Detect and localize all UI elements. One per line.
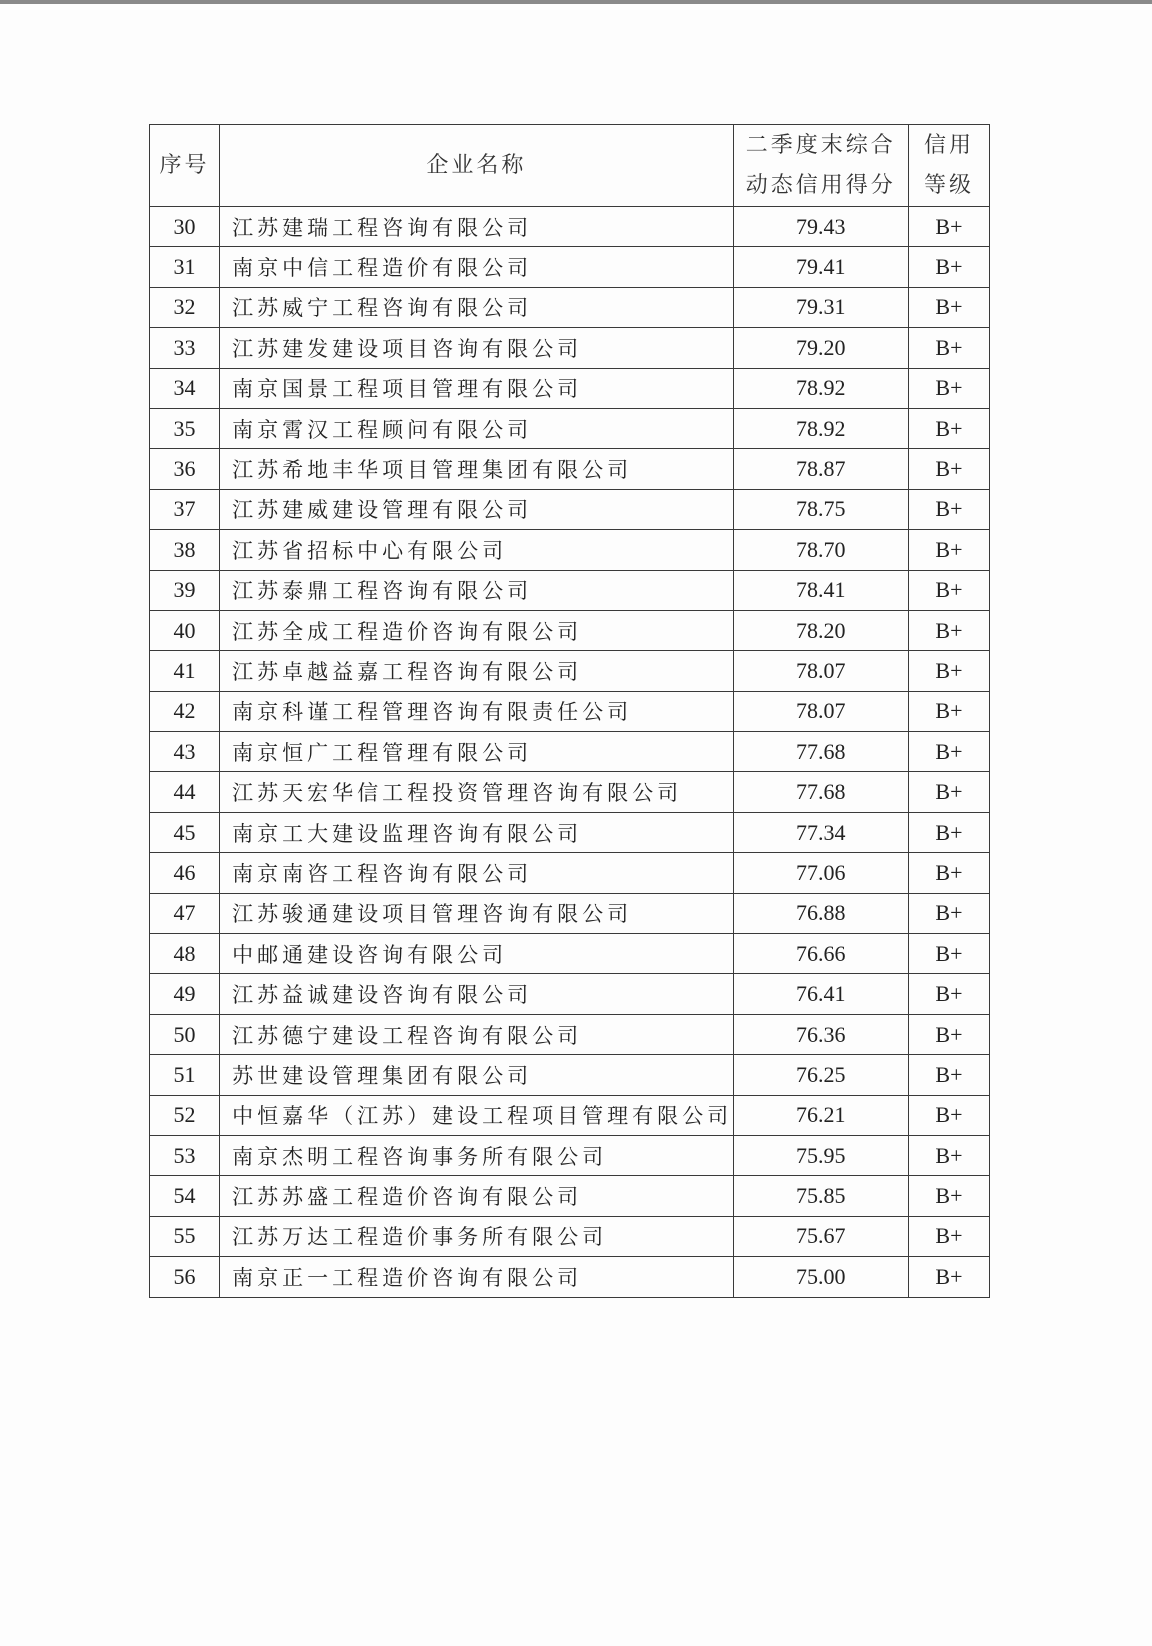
score-cell: 75.95	[733, 1135, 908, 1175]
table-row	[150, 287, 990, 327]
score-cell: 78.20	[733, 610, 908, 650]
grade-cell: B+	[908, 368, 989, 408]
seq-cell: 32	[150, 287, 220, 327]
document-page	[0, 4, 1152, 1646]
company-name-cell: 南京杰明工程咨询事务所有限公司	[220, 1135, 734, 1175]
grade-cell: B+	[908, 1257, 989, 1297]
score-cell: 78.41	[733, 570, 908, 610]
company-name-cell: 江苏泰鼎工程咨询有限公司	[220, 570, 734, 610]
score-cell: 76.21	[733, 1095, 908, 1135]
table-row	[150, 247, 990, 287]
company-name-cell: 江苏省招标中心有限公司	[220, 530, 734, 570]
table-row	[150, 368, 990, 408]
score-cell: 79.31	[733, 287, 908, 327]
seq-cell: 53	[150, 1135, 220, 1175]
table-row	[150, 1014, 990, 1054]
score-cell: 78.07	[733, 651, 908, 691]
header-score-line1: 二季度末综合	[745, 132, 896, 158]
company-name-cell: 江苏卓越益嘉工程咨询有限公司	[220, 651, 734, 691]
company-name-cell: 南京正一工程造价咨询有限公司	[220, 1257, 734, 1297]
grade-cell: B+	[908, 1216, 989, 1256]
table-row	[150, 732, 990, 772]
score-cell: 76.25	[733, 1055, 908, 1095]
grade-cell: B+	[908, 1176, 989, 1216]
seq-cell: 34	[150, 368, 220, 408]
seq-cell: 30	[150, 207, 220, 247]
table-row	[150, 328, 990, 368]
table-header	[150, 125, 990, 207]
seq-cell: 33	[150, 328, 220, 368]
grade-cell: B+	[908, 1095, 989, 1135]
header-seq: 序号	[150, 125, 220, 207]
seq-cell: 56	[150, 1257, 220, 1297]
grade-cell: B+	[908, 328, 989, 368]
grade-cell: B+	[908, 651, 989, 691]
company-name-cell: 中邮通建设咨询有限公司	[220, 934, 734, 974]
score-cell: 76.66	[733, 934, 908, 974]
table-row	[150, 449, 990, 489]
company-name-cell: 南京中信工程造价有限公司	[220, 247, 734, 287]
company-name-cell: 南京国景工程项目管理有限公司	[220, 368, 734, 408]
seq-cell: 44	[150, 772, 220, 812]
table-row	[150, 1135, 990, 1175]
company-name-cell: 江苏德宁建设工程咨询有限公司	[220, 1014, 734, 1054]
score-cell: 76.41	[733, 974, 908, 1014]
score-cell: 76.88	[733, 893, 908, 933]
score-cell: 78.87	[733, 449, 908, 489]
score-cell: 77.68	[733, 732, 908, 772]
table-row	[150, 934, 990, 974]
table-row	[150, 570, 990, 610]
grade-cell: B+	[908, 934, 989, 974]
company-name-cell: 江苏万达工程造价事务所有限公司	[220, 1216, 734, 1256]
seq-cell: 55	[150, 1216, 220, 1256]
table-row	[150, 893, 990, 933]
company-name-cell: 江苏威宁工程咨询有限公司	[220, 287, 734, 327]
company-name-cell: 江苏希地丰华项目管理集团有限公司	[220, 449, 734, 489]
seq-cell: 41	[150, 651, 220, 691]
company-name-cell: 南京霄汉工程顾问有限公司	[220, 408, 734, 448]
table-row	[150, 1257, 990, 1297]
seq-cell: 54	[150, 1176, 220, 1216]
score-cell: 77.68	[733, 772, 908, 812]
grade-cell: B+	[908, 610, 989, 650]
score-cell: 79.43	[733, 207, 908, 247]
seq-cell: 52	[150, 1095, 220, 1135]
company-name-cell: 江苏建发建设项目咨询有限公司	[220, 328, 734, 368]
grade-cell: B+	[908, 530, 989, 570]
seq-cell: 37	[150, 489, 220, 529]
score-cell: 75.85	[733, 1176, 908, 1216]
grade-cell: B+	[908, 449, 989, 489]
grade-cell: B+	[908, 207, 989, 247]
table-body	[150, 207, 990, 1298]
table-row	[150, 408, 990, 448]
table-row	[150, 853, 990, 893]
company-name-cell: 南京南咨工程咨询有限公司	[220, 853, 734, 893]
header-grade	[908, 125, 989, 207]
table-row	[150, 772, 990, 812]
score-cell: 78.92	[733, 408, 908, 448]
company-name-cell: 江苏骏通建设项目管理咨询有限公司	[220, 893, 734, 933]
grade-cell: B+	[908, 247, 989, 287]
seq-cell: 49	[150, 974, 220, 1014]
company-name-cell: 江苏天宏华信工程投资管理咨询有限公司	[220, 772, 734, 812]
seq-cell: 38	[150, 530, 220, 570]
grade-cell: B+	[908, 893, 989, 933]
company-name-cell: 中恒嘉华（江苏）建设工程项目管理有限公司	[220, 1095, 734, 1135]
table-row	[150, 207, 990, 247]
seq-cell: 46	[150, 853, 220, 893]
table-row	[150, 489, 990, 529]
score-cell: 77.06	[733, 853, 908, 893]
grade-cell: B+	[908, 974, 989, 1014]
score-cell: 78.75	[733, 489, 908, 529]
grade-cell: B+	[908, 1135, 989, 1175]
table-row	[150, 1095, 990, 1135]
seq-cell: 48	[150, 934, 220, 974]
table-row	[150, 1176, 990, 1216]
header-row	[150, 125, 990, 207]
table-row	[150, 651, 990, 691]
seq-cell: 51	[150, 1055, 220, 1095]
score-cell: 75.00	[733, 1257, 908, 1297]
seq-cell: 36	[150, 449, 220, 489]
company-name-cell: 江苏全成工程造价咨询有限公司	[220, 610, 734, 650]
grade-cell: B+	[908, 691, 989, 731]
score-cell: 75.67	[733, 1216, 908, 1256]
company-name-cell: 南京工大建设监理咨询有限公司	[220, 812, 734, 852]
company-name-cell: 南京科谨工程管理咨询有限责任公司	[220, 691, 734, 731]
header-company-name: 企业名称	[220, 125, 734, 207]
grade-cell: B+	[908, 1055, 989, 1095]
company-name-cell: 江苏建瑞工程咨询有限公司	[220, 207, 734, 247]
grade-cell: B+	[908, 1014, 989, 1054]
header-grade-line2: 等级	[923, 172, 974, 198]
grade-cell: B+	[908, 732, 989, 772]
table-row	[150, 812, 990, 852]
table-row	[150, 1055, 990, 1095]
company-name-cell: 江苏建威建设管理有限公司	[220, 489, 734, 529]
seq-cell: 31	[150, 247, 220, 287]
company-name-cell: 江苏苏盛工程造价咨询有限公司	[220, 1176, 734, 1216]
seq-cell: 40	[150, 610, 220, 650]
header-score-line2: 动态信用得分	[745, 172, 896, 198]
grade-cell: B+	[908, 408, 989, 448]
score-cell: 78.07	[733, 691, 908, 731]
table-row	[150, 530, 990, 570]
grade-cell: B+	[908, 853, 989, 893]
score-cell: 77.34	[733, 812, 908, 852]
seq-cell: 42	[150, 691, 220, 731]
company-name-cell: 苏世建设管理集团有限公司	[220, 1055, 734, 1095]
score-cell: 76.36	[733, 1014, 908, 1054]
seq-cell: 45	[150, 812, 220, 852]
grade-cell: B+	[908, 570, 989, 610]
company-name-cell: 南京恒广工程管理有限公司	[220, 732, 734, 772]
seq-cell: 43	[150, 732, 220, 772]
score-cell: 79.20	[733, 328, 908, 368]
grade-cell: B+	[908, 489, 989, 529]
seq-cell: 50	[150, 1014, 220, 1054]
score-cell: 78.92	[733, 368, 908, 408]
table-row	[150, 1216, 990, 1256]
grade-cell: B+	[908, 772, 989, 812]
header-score	[733, 125, 908, 207]
table-row	[150, 974, 990, 1014]
seq-cell: 47	[150, 893, 220, 933]
score-cell: 79.41	[733, 247, 908, 287]
grade-cell: B+	[908, 812, 989, 852]
table-row	[150, 691, 990, 731]
table-row	[150, 610, 990, 650]
header-grade-line1: 信用	[923, 132, 974, 158]
grade-cell: B+	[908, 287, 989, 327]
seq-cell: 35	[150, 408, 220, 448]
score-cell: 78.70	[733, 530, 908, 570]
seq-cell: 39	[150, 570, 220, 610]
credit-rating-table	[149, 124, 990, 1298]
company-name-cell: 江苏益诚建设咨询有限公司	[220, 974, 734, 1014]
